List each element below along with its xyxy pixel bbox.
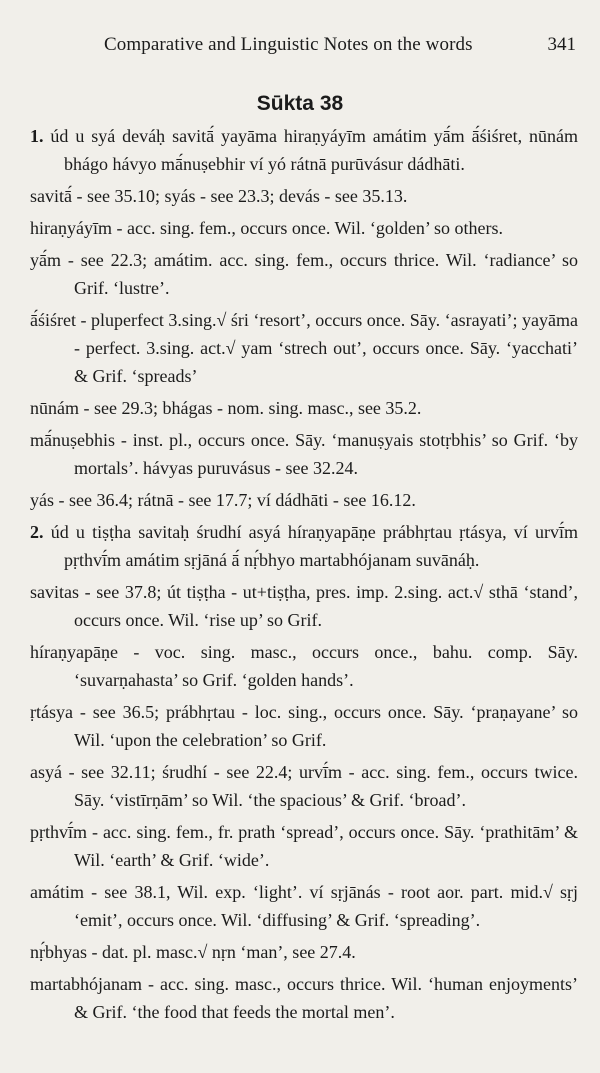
note-entry: ṛtásya - see 36.5; prábhṛtau - loc. sing., occurs once. Sāy. ‘praṇayane’ so Wil. ‘upon the celebration’ so Grif. bbox=[30, 702, 578, 750]
verse-text: úd u tiṣṭha savitaḥ śrudhí asyá híraṇyapāṇe prábhṛtau ṛtásya, ví urvī́m pṛthvī́m amátim sṛjāná ā́ nṛ́bhyo martabhójanam suvānáḥ. bbox=[50, 522, 578, 570]
note-entry: savitā́ - see 35.10; syás - see 23.3; devás - see 35.13. bbox=[30, 186, 408, 206]
verse-number: 2. bbox=[30, 522, 44, 542]
page-number: 341 bbox=[547, 34, 576, 55]
note-entry: martabhójanam - acc. sing. masc., occurs thrice. Wil. ‘human enjoyments’ & Grif. ‘the food that feeds the mortal men’. bbox=[30, 974, 578, 1022]
verse-1 bbox=[30, 122, 578, 178]
note-entry: pṛthvī́m - acc. sing. fem., fr. prath ‘spread’, occurs once. Sāy. ‘prathitām’ & Wil. ‘earth’ & Grif. ‘wide’. bbox=[30, 822, 578, 870]
header-title: Comparative and Linguistic Notes on the words bbox=[104, 34, 473, 55]
note-entry: yás - see 36.4; rátnā - see 17.7; ví dádhāti - see 16.12. bbox=[30, 490, 416, 510]
note-entry: asyá - see 32.11; śrudhí - see 22.4; urvī́m - acc. sing. fem., occurs twice. Sāy. ‘vistīrṇām’ so Wil. ‘the spacious’ & Grif. ‘broad’. bbox=[30, 762, 578, 810]
note-entry: savitas - see 37.8; út tiṣṭha - ut+tiṣṭha, pres. imp. 2.sing. act.√ sthā ‘stand’, occurs once. Wil. ‘rise up’ so Grif. bbox=[30, 582, 578, 630]
running-header bbox=[0, 34, 600, 60]
note-entry: nūnám - see 29.3; bhágas - nom. sing. masc., see 35.2. bbox=[30, 398, 422, 418]
note-entry: ā́śiśret - pluperfect 3.sing.√ śri ‘resort’, occurs once. Sāy. ‘asrayati’; yayāma - perfect. 3.sing. act.√ yam ‘strech out’, occurs once. Sāy. ‘yacchati’ & Grif. ‘spreads’ bbox=[30, 310, 579, 386]
section-title: Sūkta 38 bbox=[256, 92, 344, 115]
verse-text: úd u syá deváḥ savitā́ yayāma hiraṇyáyīm amátim yā́m ā́śiśret, nūnám bhágo hávyo mā́nuṣebhir ví yó rátnā purūvásur dádhāti. bbox=[50, 126, 578, 174]
note-entry: mā́nuṣebhis - inst. pl., occurs once. Sāy. ‘manuṣyais stotṛbhis’ so Grif. ‘by mortals’. hávyas puruvásus - see 32.24. bbox=[30, 430, 578, 478]
note-entry: híraṇyapāṇe - voc. sing. masc., occurs once., bahu. comp. Sāy. ‘suvarṇahasta’ so Grif. ‘golden hands’. bbox=[30, 642, 578, 690]
note-entry: yā́m - see 22.3; amátim. acc. sing. fem., occurs thrice. Wil. ‘radiance’ so Grif. ‘lustre’. bbox=[30, 250, 578, 298]
note-entry: hiraṇyáyīm - acc. sing. fem., occurs once. Wil. ‘golden’ so others. bbox=[30, 218, 503, 238]
notes-body bbox=[30, 122, 578, 1030]
note-entry: nṛ́bhyas - dat. pl. masc.√ nṛn ‘man’, see 27.4. bbox=[30, 942, 356, 962]
verse-2 bbox=[30, 518, 578, 574]
note-entry: amátim - see 38.1, Wil. exp. ‘light’. ví sṛjānás - root aor. part. mid.√ sṛj ‘emit’, occurs once. Wil. ‘diffusing’ & Grif. ‘spreading’. bbox=[30, 882, 578, 930]
verse-number: 1. bbox=[30, 126, 44, 146]
